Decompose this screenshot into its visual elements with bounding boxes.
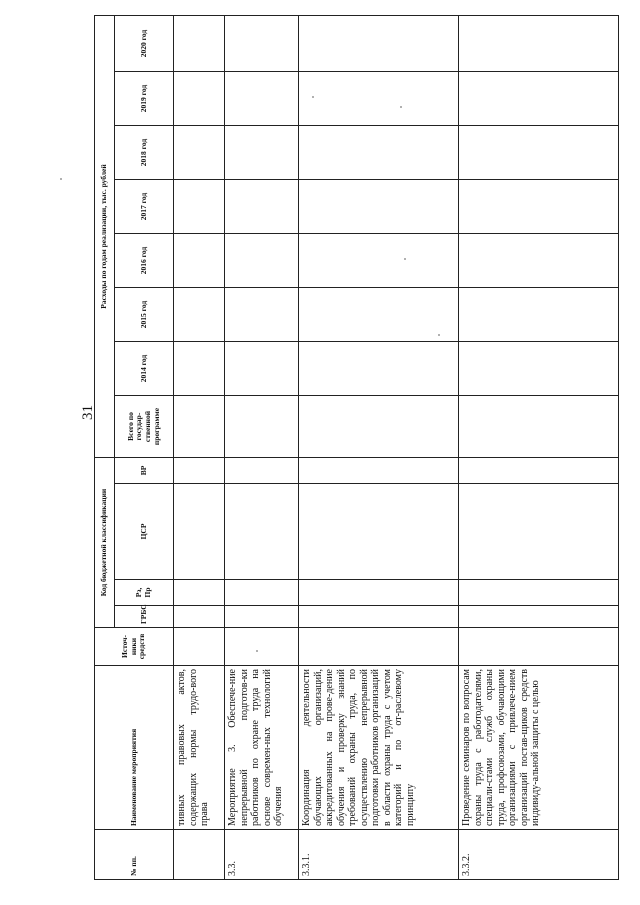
cell [299,396,459,458]
cell [225,234,299,288]
cell [299,180,459,234]
scan-speck [60,178,62,180]
header-grbs: ГРБС [115,606,174,628]
row-num [174,830,225,880]
header-csr: ЦСР [115,484,174,580]
table-row [459,15,619,879]
cell [459,234,619,288]
table-row [225,15,299,879]
cell [174,234,225,288]
cell [225,484,299,580]
cell [174,288,225,342]
header-name: Наименование мероприятия [95,666,174,830]
header-year: 2017 год [115,180,174,234]
row-name: Координация деятельности обучающих организаций, аккредитованных на прове-дение обучения и проверку знаний требований охраны труда, по осуществлению непрерывной подготовки работников организаций в области охраны труда с учетом категорий и по от-раслевому принципу [299,666,459,830]
cell [225,72,299,126]
row-num: 3.3.1. [299,830,459,880]
cell [174,484,225,580]
cell [459,126,619,180]
rotated-table-wrapper [94,20,626,880]
header-year: 2020 год [115,15,174,71]
cell [299,580,459,606]
cell [299,484,459,580]
cell [225,396,299,458]
cell [459,396,619,458]
cell [174,396,225,458]
cell [225,580,299,606]
header-year: 2014 год [115,342,174,396]
cell [225,628,299,666]
header-year: 2019 год [115,72,174,126]
cell [299,234,459,288]
cell [459,288,619,342]
program-table [94,15,619,880]
row-name: Проведение семинаров по вопросам охраны труда с работодателями, специали-стами служб охраны труда, профсоюзами, обучающими организациями с привлече-нием организаций постав-щиков средств индивиду-альной защиты с целью [459,666,619,830]
cell [299,15,459,71]
cell [299,126,459,180]
cell [299,342,459,396]
cell [459,180,619,234]
cell [459,580,619,606]
cell [459,342,619,396]
header-num: № пп. [95,830,174,880]
cell [459,458,619,484]
page-number: 31 [80,405,96,420]
cell [174,606,225,628]
header-rzpr: Рз, Пр [115,580,174,606]
cell [299,628,459,666]
row-name: тивных правовых актов, содержащих нормы трудо-вого права [174,666,225,830]
header-bcc-group: Код бюджетной классификации [95,458,115,628]
row-num: 3.3.2. [459,830,619,880]
cell [225,606,299,628]
cell [225,180,299,234]
cell [225,126,299,180]
cell [459,628,619,666]
row-name: Мероприятие 3. Обеспече-ние непрерывной подготов-ки работников по охране труда на основе современ-ных технологий обучения [225,666,299,830]
header-source: Источ-ники средств [95,628,174,666]
cell [225,458,299,484]
row-num: 3.3. [225,830,299,880]
cell [459,606,619,628]
cell [174,180,225,234]
header-vr: ВР [115,458,174,484]
header-year: 2016 год [115,234,174,288]
cell [174,126,225,180]
cell [174,72,225,126]
cell [459,484,619,580]
cell [225,15,299,71]
cell [299,288,459,342]
header-total: Всего по государ-ственной программе [115,396,174,458]
cell [174,15,225,71]
cell [299,72,459,126]
cell [174,342,225,396]
cell [174,458,225,484]
cell [174,628,225,666]
cell [459,72,619,126]
cell [225,342,299,396]
table-row [299,15,459,879]
header-year: 2018 год [115,126,174,180]
cell [299,606,459,628]
header-year: 2015 год [115,288,174,342]
cell [225,288,299,342]
cell [174,580,225,606]
cell [459,15,619,71]
table-row [174,15,225,879]
cell [299,458,459,484]
header-expenses-group: Расходы по годам реализации, тыс. рублей [95,15,115,457]
